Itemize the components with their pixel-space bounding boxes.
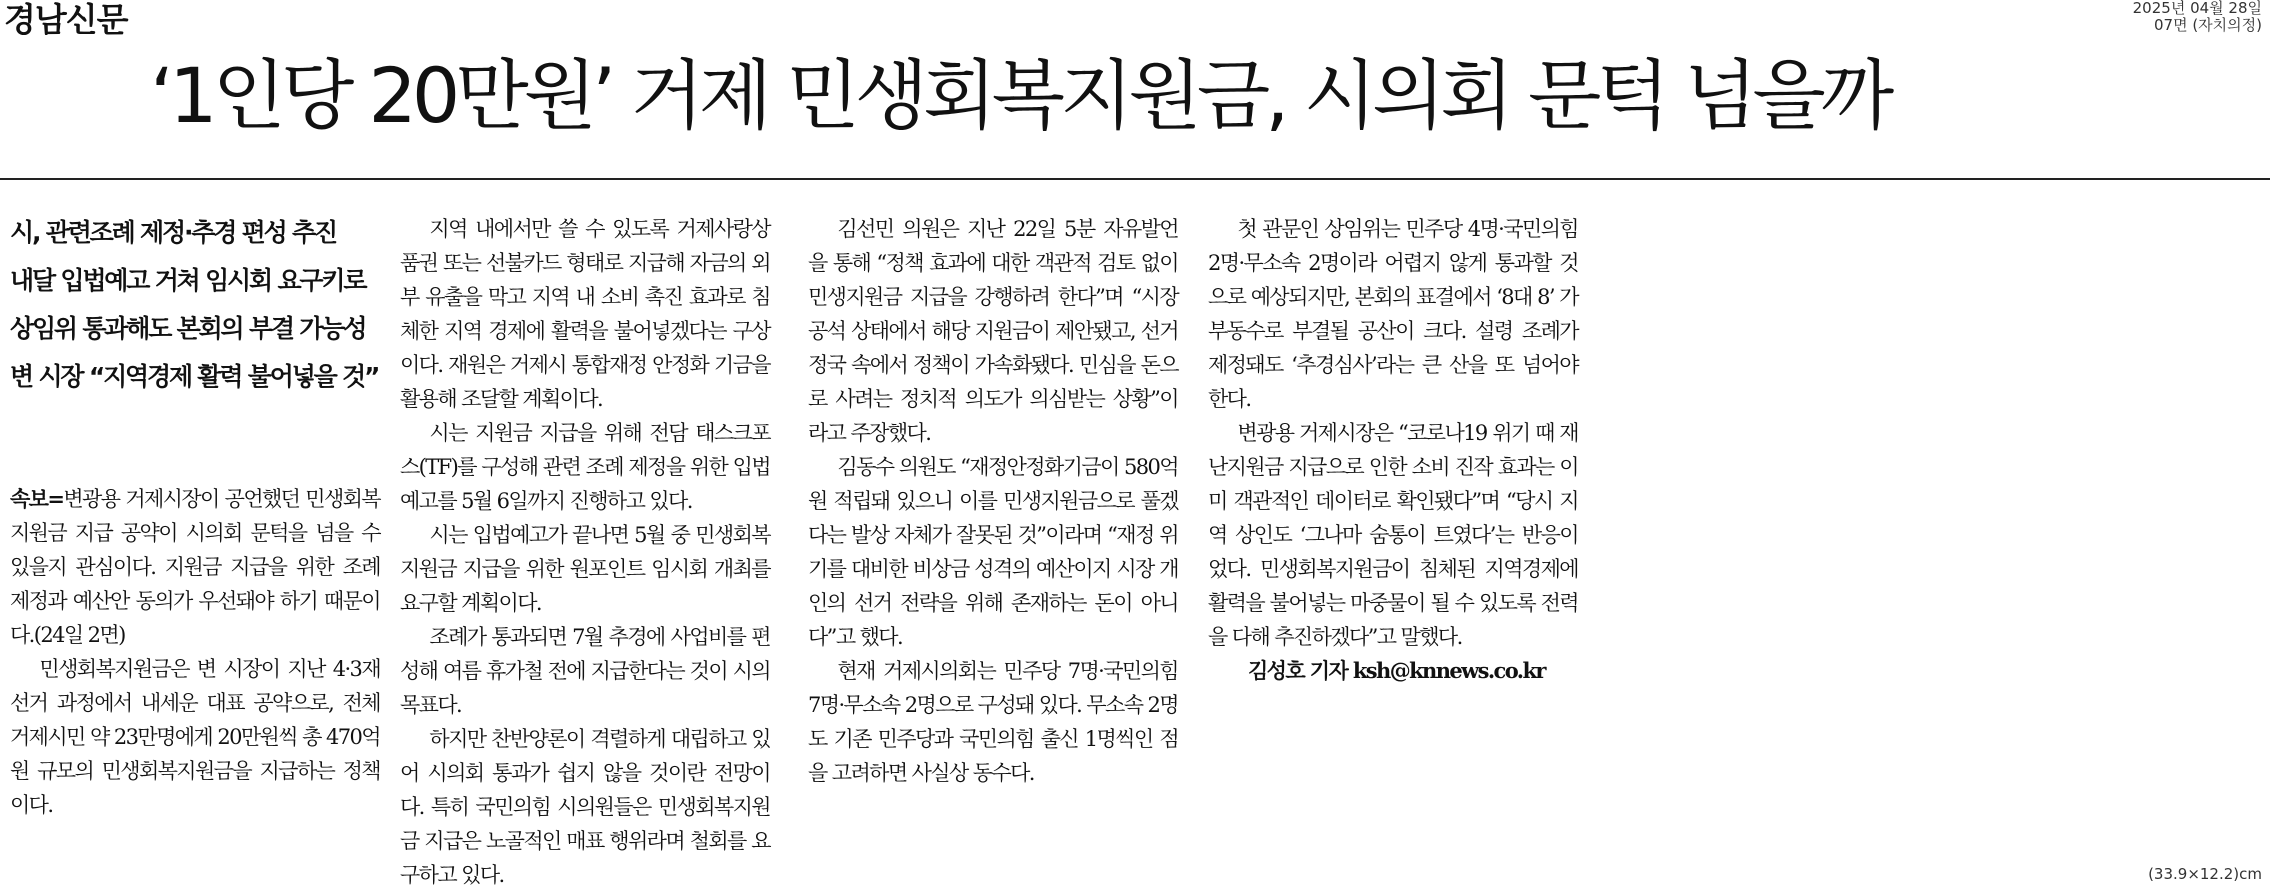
subheadline-4: 변 시장 “지역경제 활력 불어넣을 것” [10, 362, 379, 391]
article-paragraph: 하지만 찬반양론이 격렬하게 대립하고 있어 시의회 통과가 쉽지 않을 것이란 전망이다. 특히 국민의힘 시의원들은 민생회복지원금 지급은 노골적인 매표 행위라며 철회를 요구하고 있다. [400, 727, 770, 887]
article-paragraph: 시는 입법예고가 끝나면 5월 중 민생회복지원금 지급을 위한 원포인트 임시회 개최를 요구할 계획이다. [400, 523, 770, 615]
article-paragraph: 조례가 통과되면 7월 추경에 사업비를 편성해 여름 휴가철 전에 지급한다는 것이 시의 목표다. [400, 625, 770, 717]
article-paragraph: 현재 거제시의회는 민주당 7명·국민의힘 7명·무소속 2명으로 구성돼 있다. 무소속 2명도 기존 민주당과 국민의힘 출신 1명씩인 점을 고려하면 사실상 동수다. [808, 659, 1178, 785]
subheadline-block [10, 209, 385, 401]
article-column-2 [400, 212, 770, 892]
subheadline-2: 내달 입법예고 거쳐 임시회 요구키로 [10, 266, 366, 295]
article-column-1 [10, 482, 380, 822]
article-paragraph: 지역 내에서만 쓸 수 있도록 거제사랑상품권 또는 선불카드 형태로 지급해 자금의 외부 유출을 막고 지역 내 소비 촉진 효과로 침체한 지역 경제에 활력을 불어넣겠다는 구상이다. 재원은 거제시 통합재정 안정화 기금을 활용해 조달할 계획이다. [400, 217, 770, 411]
article-paragraph: 첫 관문인 상임위는 민주당 4명·국민의힘 2명·무소속 2명이라 어렵지 않게 통과할 것으로 예상되지만, 본회의 표결에서 ‘8대 8’ 가부동수로 부결될 공산이 크다. 설령 조례가 제정돼도 ‘추경심사’라는 큰 산을 또 넘어야 한다. [1208, 217, 1578, 411]
headline-divider [0, 178, 2270, 180]
article-headline: ‘1인당 20만원’ 거제 민생회복지원금, 시의회 문턱 넘을까 [150, 51, 1890, 140]
clipping-size-note: (33.9×12.2)cm [2148, 865, 2262, 883]
issue-date: 2025년 04월 28일 [2132, 0, 2262, 17]
article-column-3 [808, 212, 1178, 790]
issue-meta [2133, 0, 2262, 34]
newspaper-masthead: 경남신문 [4, 0, 128, 39]
issue-page: 07면 (자치의정) [2153, 16, 2262, 34]
article-paragraph: 김선민 의원은 지난 22일 5분 자유발언을 통해 “정책 효과에 대한 객관적 검토 없이 민생지원금 지급을 강행하려 한다”며 “시장 공석 상태에서 해당 지원금이 제안됐고, 선거 정국 속에서 정책이 가속화됐다. 민심을 돈으로 사려는 정치적 의도가 의심받는 상황”이라고 주장했다. [808, 217, 1178, 445]
article-column-4 [1208, 212, 1578, 688]
article-paragraph: 시는 지원금 지급을 위해 전담 태스크포스(TF)를 구성해 관련 조례 제정을 위한 입법예고를 5월 6일까지 진행하고 있다. [400, 421, 770, 513]
article-paragraph [10, 482, 380, 652]
paragraph-text: 변광용 거제시장이 공언했던 민생회복지원금 지급 공약이 시의회 문턱을 넘을 수 있을지 관심이다. 지원금 지급을 위한 조례 제정과 예산안 동의가 우선돼야 하기 때문이다.(24일 2면) [10, 487, 380, 647]
subheadline-3: 상임위 통과해도 본회의 부결 가능성 [10, 314, 366, 343]
article-paragraph: 변광용 거제시장은 “코로나19 위기 때 재난지원금 지급으로 인한 소비 진작 효과는 이미 객관적인 데이터로 확인됐다”며 “당시 지역 상인도 ‘그나마 숨통이 트였다’는 반응이었다. 민생회복지원금이 침체된 지역경제에 활력을 불어넣는 마중물이 될 수 있도록 전력을 다해 추진하겠다”고 말했다. [1208, 421, 1578, 649]
lead-label: 속보= [10, 486, 64, 511]
article-byline: 김성호 기자 ksh@knnews.co.kr [1248, 658, 1545, 683]
article-paragraph: 김동수 의원도 “재정안정화기금이 580억원 적립돼 있으니 이를 민생지원금으로 풀겠다는 발상 자체가 잘못된 것”이라며 “재정 위기를 대비한 비상금 성격의 예산이지 시장 개인의 선거 전략을 위해 존재하는 돈이 아니다”고 했다. [808, 455, 1178, 649]
subheadline-1: 시, 관련조례 제정·추경 편성 추진 [10, 218, 336, 247]
article-paragraph: 민생회복지원금은 변 시장이 지난 4·3재선거 과정에서 내세운 대표 공약으로, 전체 거제시민 약 23만명에게 20만원씩 총 470억원 규모의 민생회복지원금을 지급하는 정책이다. [10, 657, 380, 817]
